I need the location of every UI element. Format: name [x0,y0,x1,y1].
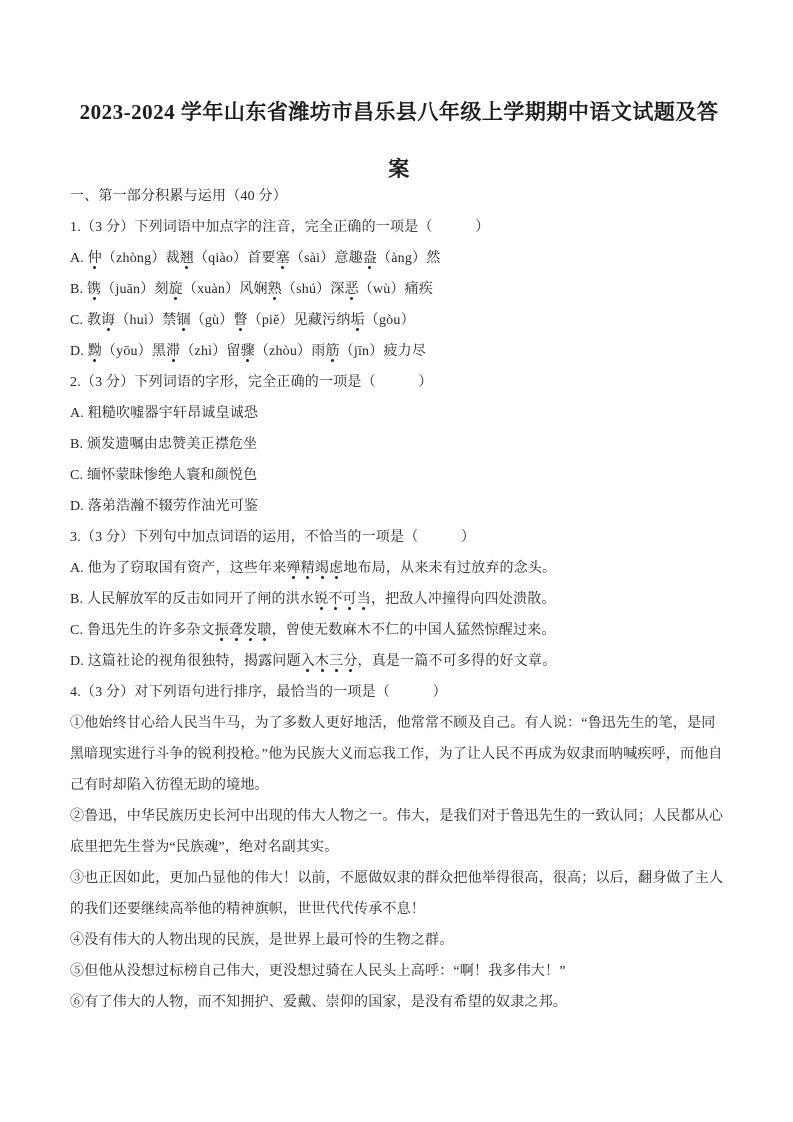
text-segment: ⑥有了伟大的人物，而不知拥护、爱戴、崇仰的国家，是没有希望的奴隶之邦。 [70,995,567,1010]
emphasis-dotted-char: 旋 [168,282,183,297]
question-4-stem [70,677,728,708]
emphasis-dotted-char: 镌 [86,282,102,297]
text-segment: ，真是一篇不可多得的好文章。 [357,654,557,669]
text-segment: 一、第一部分积累与运用（40 分） [70,189,287,204]
question-3-option-c [70,615,728,646]
emphasis-dotted-char: 殚 [286,561,301,576]
emphasis-dotted-char: 熟 [267,282,282,297]
emphasis-dotted-char: 垢 [350,313,365,328]
text-segment: 4.（3 分）对下列语句进行排序，最恰当的一项是（ ） [70,685,447,700]
text-segment: B. 人民解放军的反击如同开了闸的洪水 [70,592,315,607]
text-segment: 3.（3 分）下列句中加点词语的运用，不恰当的一项是（ ） [70,530,476,545]
text-segment: （yōu）黑 [101,344,167,359]
text-segment: ⑤但他从没想过标榜自己伟大，更没想过骑在人民头上高呼：“啊！我多伟大！” [70,964,566,979]
text-segment: C. 鲁迅先生的许多杂文 [70,623,215,638]
text-segment: B. 颁发遗嘱由忠赞美正襟危坐 [70,437,258,452]
question-2-stem [70,367,728,398]
emphasis-dotted-char: 分 [343,654,358,669]
text-segment: （xuàn）风娴 [182,282,268,297]
emphasis-dotted-char: 筋 [325,344,340,359]
emphasis-dotted-char: 滞 [166,344,181,359]
question-1-option-b [70,274,728,305]
text-segment: A. [70,251,88,266]
question-1-option-a [70,243,728,274]
text-segment: ，曾使无数麻木不仁的中国人猛然惊醒过来。 [271,623,556,638]
text-segment: ③也正因如此，更加凸显他的伟大！以前，不愿做奴隶的群众把他举得很高，很高；以后，翻身做了主人的我们还要继续高举他的精神旗帜，世世代代传承不息！ [70,871,724,917]
title-line-1: 2023-2024 学年山东省潍坊市昌乐县八年级上学期期中语文试题及答 [79,100,719,124]
text-segment: ④没有伟大的人物出现的民族，是世界上最可怜的生物之群。 [70,933,454,948]
emphasis-dotted-char: 盎 [362,251,378,266]
emphasis-dotted-char: 瞥 [233,313,248,328]
sentence-3 [70,863,728,925]
emphasis-dotted-char: 仲 [87,251,102,266]
text-segment: A. 粗糙吹嘘器宇轩昂诚皇诚恐 [70,406,259,421]
emphasis-dotted-char: 恶 [344,282,359,297]
text-segment: C. 教 [70,313,102,328]
sentence-2 [70,801,728,863]
text-segment: （huì）禁 [115,313,177,328]
text-segment: （àng）然 [377,251,441,266]
text-segment: 1.（3 分）下列词语中加点字的注音，完全正确的一项是（ ） [70,220,490,235]
text-segment: D. 这篇社论的视角很独特，揭露问题 [70,654,301,669]
text-segment: （wù）痛疾 [358,282,434,297]
text-segment: ，把敌人冲撞得向四处溃散。 [370,592,556,607]
emphasis-dotted-char: 塞 [275,251,290,266]
text-segment: （shú）深 [281,282,345,297]
sentence-5 [70,956,728,987]
text-segment: 地布局，从来未有过放弃的念头。 [343,561,557,576]
emphasis-dotted-char: 可 [342,592,357,607]
text-segment: D. 落弟浩瀚不辍劳作油光可鉴 [70,499,259,514]
question-1-stem [70,212,728,243]
question-1-option-c [70,305,728,336]
emphasis-dotted-char: 锐 [314,592,329,607]
question-1-option-d [70,336,728,367]
question-2-option-d [70,491,728,522]
sentence-4 [70,925,728,956]
question-3-option-d [70,646,728,677]
text-segment: ①他始终甘心给人民当牛马，为了多数人更好地活，他常常不顾及自己。有人说：“鲁迅先生的笔，是同黑暗现实进行斗争的锐利投枪。”他为民族大义而忘我工作，为了让人民不再成为奴隶而呐喊疾呼，而他自己有时却陷入彷徨无助的境地。 [70,716,723,793]
emphasis-dotted-char: 聩 [257,623,272,638]
sentence-6 [70,987,728,1018]
emphasis-dotted-char: 精 [300,561,315,576]
question-3-option-a [70,553,728,584]
emphasis-dotted-char: 骤 [240,344,255,359]
text-segment: （zhòng）裁 [101,251,180,266]
question-3-stem [70,522,728,553]
text-segment: B. [70,282,87,297]
text-segment: （sài）意趣 [289,251,363,266]
question-3-option-b [70,584,728,615]
question-2-option-a [70,398,728,429]
page-content [0,84,793,1018]
text-segment: （jīn）疲力尽 [339,344,427,359]
text-segment: （gù） [190,313,234,328]
emphasis-dotted-char: 诲 [101,313,116,328]
emphasis-dotted-char: 聋 [228,623,244,638]
emphasis-dotted-char: 发 [243,623,258,638]
emphasis-dotted-char: 虑 [329,561,344,576]
emphasis-dotted-char: 翘 [179,251,194,266]
question-2-option-c [70,460,728,491]
sentence-1 [70,708,728,801]
text-segment: 2.（3 分）下列词语的字形，完全正确的一项是（ ） [70,375,433,390]
text-segment: C. 缅怀蒙昧惨绝人寰和颜悦色 [70,468,258,483]
text-segment: D. [70,344,88,359]
text-segment: ②鲁迅，中华民族历史长河中出现的伟大人物之一。伟大，是我们对于鲁迅先生的一致认同；人民都从心底里把先生誉为“民族魂”，绝对名副其实。 [70,809,724,855]
emphasis-dotted-char: 当 [356,592,371,607]
emphasis-dotted-char: 不 [328,592,343,607]
emphasis-dotted-char: 黝 [87,344,102,359]
emphasis-dotted-char: 竭 [314,561,330,576]
document-body [70,181,728,1018]
emphasis-dotted-char: 三 [329,654,344,669]
text-segment: （zhòu）雨 [254,344,326,359]
text-segment: A. 他为了窃取国有资产，这些年来 [70,561,287,576]
text-segment: （zhì）留 [180,344,241,359]
emphasis-dotted-char: 锢 [176,313,191,328]
text-segment: （piě）见藏污纳 [247,313,351,328]
text-segment: （juān）刻 [101,282,169,297]
question-2-option-b [70,429,728,460]
title-line-2: 案 [388,157,410,181]
text-segment: （gòu） [364,313,415,328]
emphasis-dotted-char: 入 [300,654,315,669]
emphasis-dotted-char: 振 [214,623,229,638]
text-segment: （qiào）首要 [193,251,276,266]
emphasis-dotted-char: 木 [314,654,330,669]
